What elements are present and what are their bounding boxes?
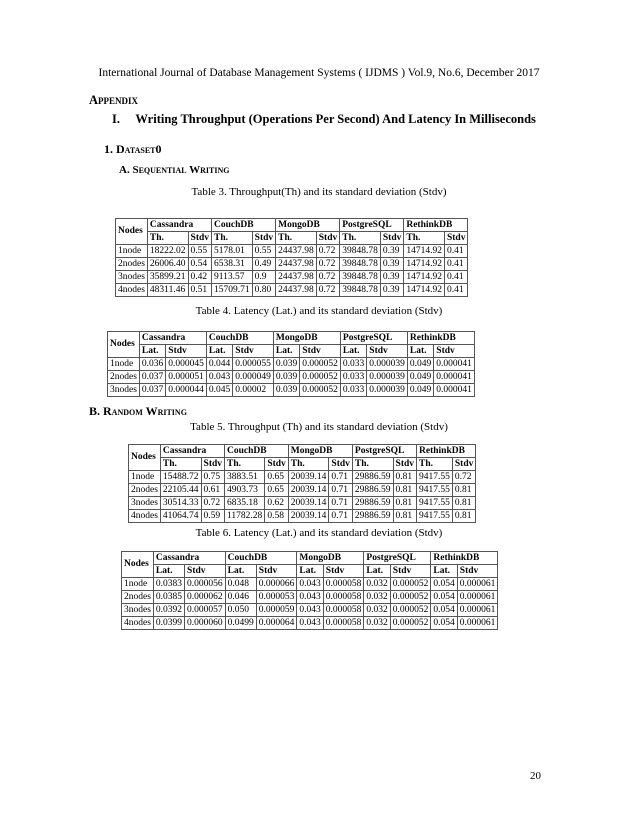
metric-header: Lat. (364, 565, 390, 578)
table3-caption: Table 3. Throughput(Th) and its standard deviation (Stdv) (191, 186, 447, 198)
table-cell: 0.049 (407, 371, 433, 384)
table-cell: 0.80 (252, 284, 275, 297)
table-cell: 29886.59 (352, 471, 393, 484)
table-cell: 0.9 (252, 271, 275, 284)
table-cell: 39848.78 (340, 271, 381, 284)
table-cell: 24437.98 (276, 258, 317, 271)
table-cell: 0.037 (139, 371, 165, 384)
stdv-header: Stdv (166, 345, 207, 358)
table-cell: 15709.71 (212, 284, 253, 297)
table-cell: 9417.55 (417, 497, 453, 510)
metric-header: Th. (352, 458, 393, 471)
db-header: CouchDB (206, 332, 273, 345)
section-number: I. (112, 112, 120, 126)
metric-header: Lat. (407, 345, 433, 358)
table-cell: 0.41 (444, 258, 467, 271)
table-cell: 15488.72 (160, 471, 201, 484)
table-cell: 18222.02 (147, 245, 188, 258)
table-cell: 0.000061 (457, 617, 498, 630)
stdv-header: Stdv (380, 232, 403, 245)
table-cell: 0.000062 (185, 591, 226, 604)
table-cell: 0.043 (297, 604, 323, 617)
stdv-header: Stdv (329, 458, 352, 471)
table-cell: 0.75 (201, 471, 224, 484)
db-header: CouchDB (225, 552, 297, 565)
sequential-letter: A. (119, 164, 130, 176)
db-header: RethinkDB (417, 445, 476, 458)
table-cell: 24437.98 (276, 271, 317, 284)
table-cell: 0.033 (340, 384, 366, 397)
table-cell: 0.000053 (256, 591, 297, 604)
table-cell: 0.039 (273, 384, 299, 397)
table-cell: 0.55 (252, 245, 275, 258)
metric-header: Lat. (297, 565, 323, 578)
table-cell: 0.000066 (256, 578, 297, 591)
db-header: PostgreSQL (352, 445, 416, 458)
table-cell: 24437.98 (276, 245, 317, 258)
db-header: PostgreSQL (364, 552, 431, 565)
table-cell: 0.045 (206, 384, 232, 397)
table-cell: 29886.59 (352, 497, 393, 510)
table-cell: 0.000064 (256, 617, 297, 630)
stdv-header: Stdv (201, 458, 224, 471)
table-cell: 14714.92 (404, 258, 445, 271)
table6 (121, 551, 498, 630)
db-header: MongoDB (273, 332, 340, 345)
table-cell: 0.000049 (233, 371, 274, 384)
table-cell: 39848.78 (340, 284, 381, 297)
table-cell: 20039.14 (288, 484, 329, 497)
table-cell: 3883.51 (225, 471, 265, 484)
table-cell: 0.65 (265, 484, 288, 497)
table-cell: 0.0385 (153, 591, 184, 604)
table-cell: 0.032 (364, 578, 390, 591)
stdv-header: Stdv (316, 232, 339, 245)
db-header: Cassandra (147, 219, 211, 232)
table-cell: 0.036 (139, 358, 165, 371)
row-label: 1node (129, 471, 161, 484)
table-cell: 0.39 (380, 245, 403, 258)
table-cell: 0.71 (329, 510, 352, 523)
random-name: Random Writing (103, 404, 187, 418)
db-header: MongoDB (297, 552, 364, 565)
table-cell: 0.0392 (153, 604, 184, 617)
subheader-row (108, 345, 475, 358)
table-row (108, 371, 475, 384)
db-header: CouchDB (212, 219, 276, 232)
stdv-header: Stdv (452, 458, 475, 471)
metric-header: Th. (225, 458, 265, 471)
row-label: 1node (116, 245, 148, 258)
row-label: 2nodes (129, 484, 161, 497)
stdv-header: Stdv (390, 565, 431, 578)
table-cell: 0.0499 (225, 617, 256, 630)
metric-header: Th. (288, 458, 329, 471)
stdv-header: Stdv (265, 458, 288, 471)
table-cell: 0.043 (206, 371, 232, 384)
table-cell: 0.41 (444, 245, 467, 258)
nodes-header: Nodes (122, 552, 154, 578)
table-row (108, 358, 475, 371)
row-label: 3nodes (108, 384, 140, 397)
table-cell: 39848.78 (340, 245, 381, 258)
row-label: 4nodes (116, 284, 148, 297)
table-row (129, 497, 476, 510)
table-cell: 24437.98 (276, 284, 317, 297)
table-cell: 0.054 (431, 591, 457, 604)
nodes-header: Nodes (129, 445, 161, 471)
table-cell: 30514.33 (160, 497, 201, 510)
header-row (116, 219, 468, 232)
table-cell: 0.000057 (185, 604, 226, 617)
table-cell: 0.039 (273, 371, 299, 384)
table-cell: 0.039 (273, 358, 299, 371)
table-cell: 9417.55 (417, 484, 453, 497)
table-cell: 0.000039 (367, 358, 408, 371)
table-cell: 9417.55 (417, 471, 453, 484)
stdv-header: Stdv (434, 345, 475, 358)
row-label: 1node (122, 578, 154, 591)
table-cell: 0.049 (407, 358, 433, 371)
table-cell: 0.000055 (233, 358, 274, 371)
table-cell: 0.000060 (185, 617, 226, 630)
db-header: PostgreSQL (340, 332, 407, 345)
table-cell: 0.000051 (166, 371, 207, 384)
table-cell: 9417.55 (417, 510, 453, 523)
table-row (116, 284, 468, 297)
table-cell: 0.032 (364, 617, 390, 630)
db-header: PostgreSQL (340, 219, 404, 232)
table-cell: 14714.92 (404, 271, 445, 284)
table-cell: 0.42 (188, 271, 211, 284)
nodes-header: Nodes (116, 219, 148, 245)
table4-caption: Table 4. Latency (Lat.) and its standard deviation (Stdv) (195, 305, 443, 317)
metric-header: Th. (147, 232, 188, 245)
metric-header: Th. (212, 232, 253, 245)
stdv-header: Stdv (233, 345, 274, 358)
table-cell: 0.55 (188, 245, 211, 258)
table-cell: 6538.31 (212, 258, 253, 271)
table-cell: 0.000052 (300, 358, 341, 371)
metric-header: Lat. (139, 345, 165, 358)
table-cell: 0.000039 (367, 384, 408, 397)
table-cell: 0.81 (393, 471, 416, 484)
stdv-header: Stdv (252, 232, 275, 245)
table-cell: 48311.46 (147, 284, 188, 297)
row-label: 4nodes (129, 510, 161, 523)
subheader-row (129, 458, 476, 471)
table-cell: 0.62 (265, 497, 288, 510)
table-cell: 0.000058 (323, 617, 364, 630)
table-cell: 0.39 (380, 271, 403, 284)
section-heading (112, 112, 536, 127)
table-row (116, 258, 468, 271)
running-header: International Journal of Database Management Systems ( IJDMS ) Vol.9, No.6, December 2017 (98, 67, 540, 79)
table-cell: 0.41 (444, 271, 467, 284)
table3 (115, 218, 468, 297)
table-cell: 0.000041 (434, 384, 475, 397)
table-cell: 22105.44 (160, 484, 201, 497)
stdv-header: Stdv (300, 345, 341, 358)
table-cell: 0.043 (297, 591, 323, 604)
db-header: RethinkDB (407, 332, 474, 345)
subheader-row (116, 232, 468, 245)
table-cell: 0.043 (297, 578, 323, 591)
table-cell: 20039.14 (288, 471, 329, 484)
db-header: RethinkDB (431, 552, 498, 565)
table-cell: 0.000061 (457, 604, 498, 617)
table-cell: 0.0399 (153, 617, 184, 630)
table-cell: 0.000045 (166, 358, 207, 371)
table-cell: 0.72 (316, 271, 339, 284)
table-row (116, 245, 468, 258)
table-cell: 0.000052 (390, 604, 431, 617)
table-cell: 0.032 (364, 604, 390, 617)
metric-header: Th. (276, 232, 317, 245)
table-cell: 0.39 (380, 284, 403, 297)
table-cell: 0.000058 (323, 578, 364, 591)
table4 (107, 331, 475, 397)
table-cell: 0.81 (452, 484, 475, 497)
db-header: CouchDB (225, 445, 289, 458)
table-cell: 0.71 (329, 497, 352, 510)
stdv-header: Stdv (367, 345, 408, 358)
table-cell: 20039.14 (288, 510, 329, 523)
table-cell: 0.000061 (457, 591, 498, 604)
table-cell: 0.72 (316, 284, 339, 297)
table-cell: 0.61 (201, 484, 224, 497)
row-label: 3nodes (116, 271, 148, 284)
metric-header: Lat. (273, 345, 299, 358)
table-cell: 0.033 (340, 358, 366, 371)
table-cell: 0.72 (316, 258, 339, 271)
table-cell: 0.050 (225, 604, 256, 617)
stdv-header: Stdv (323, 565, 364, 578)
table-cell: 0.81 (452, 510, 475, 523)
table-row (129, 484, 476, 497)
table-cell: 0.033 (340, 371, 366, 384)
metric-header: Lat. (206, 345, 232, 358)
table-cell: 0.032 (364, 591, 390, 604)
metric-header: Th. (160, 458, 201, 471)
table-cell: 0.72 (316, 245, 339, 258)
table-cell: 0.72 (201, 497, 224, 510)
table-cell: 11782.28 (225, 510, 265, 523)
table-cell: 29886.59 (352, 510, 393, 523)
table-cell: 0.000058 (323, 604, 364, 617)
row-label: 3nodes (129, 497, 161, 510)
table-cell: 0.000059 (256, 604, 297, 617)
row-label: 2nodes (116, 258, 148, 271)
table5 (128, 444, 476, 523)
table-cell: 0.51 (188, 284, 211, 297)
stdv-header: Stdv (444, 232, 467, 245)
random-letter: B. (89, 404, 101, 418)
table-cell: 35899.21 (147, 271, 188, 284)
table-cell: 0.054 (431, 604, 457, 617)
page-number: 20 (530, 770, 541, 782)
nodes-header: Nodes (108, 332, 140, 358)
table-cell: 0.81 (393, 497, 416, 510)
row-label: 2nodes (108, 371, 140, 384)
stdv-header: Stdv (393, 458, 416, 471)
table-cell: 0.54 (188, 258, 211, 271)
table-cell: 20039.14 (288, 497, 329, 510)
table-cell: 9113.57 (212, 271, 253, 284)
table-cell: 0.39 (380, 258, 403, 271)
table-row (108, 384, 475, 397)
row-label: 2nodes (122, 591, 154, 604)
metric-header: Lat. (431, 565, 457, 578)
table-cell: 0.41 (444, 284, 467, 297)
metric-header: Th. (417, 458, 453, 471)
table-cell: 0.044 (206, 358, 232, 371)
table-cell: 0.59 (201, 510, 224, 523)
table-cell: 0.000041 (434, 358, 475, 371)
subheader-row (122, 565, 498, 578)
table-cell: 0.000058 (323, 591, 364, 604)
table-cell: 0.81 (393, 510, 416, 523)
table-cell: 0.000052 (390, 617, 431, 630)
table-row (122, 604, 498, 617)
db-header: Cassandra (139, 332, 206, 345)
table-row (116, 271, 468, 284)
table-cell: 0.000052 (390, 578, 431, 591)
table-row (129, 471, 476, 484)
table-row (122, 591, 498, 604)
table-cell: 0.000041 (434, 371, 475, 384)
table-cell: 0.049 (407, 384, 433, 397)
table-cell: 0.048 (225, 578, 256, 591)
table-cell: 0.000052 (300, 384, 341, 397)
table-row (122, 617, 498, 630)
dataset-name: Dataset0 (116, 142, 162, 156)
dataset-heading (104, 142, 162, 157)
stdv-header: Stdv (185, 565, 226, 578)
table-cell: 14714.92 (404, 245, 445, 258)
table-cell: 0.000052 (390, 591, 431, 604)
table-cell: 0.046 (225, 591, 256, 604)
table-row (122, 578, 498, 591)
metric-header: Th. (404, 232, 445, 245)
table5-caption: Table 5. Throughput (Th) and its standard deviation (Stdv) (190, 421, 448, 433)
table-cell: 26006.40 (147, 258, 188, 271)
stdv-header: Stdv (256, 565, 297, 578)
db-header: RethinkDB (404, 219, 468, 232)
metric-header: Th. (340, 232, 381, 245)
table-cell: 6835.18 (225, 497, 265, 510)
table-cell: 14714.92 (404, 284, 445, 297)
stdv-header: Stdv (457, 565, 498, 578)
table-cell: 0.81 (393, 484, 416, 497)
table-cell: 0.72 (452, 471, 475, 484)
header-row (129, 445, 476, 458)
section-title: Writing Throughput (Operations Per Second) And Latency In Milliseconds (135, 112, 536, 126)
table-row (129, 510, 476, 523)
row-label: 1node (108, 358, 140, 371)
stdv-header: Stdv (188, 232, 211, 245)
metric-header: Lat. (225, 565, 256, 578)
table-cell: 0.00002 (233, 384, 274, 397)
db-header: MongoDB (288, 445, 352, 458)
header-row (122, 552, 498, 565)
appendix-heading: Appendix (89, 93, 139, 107)
row-label: 4nodes (122, 617, 154, 630)
table6-caption: Table 6. Latency (Lat.) and its standard deviation (Stdv) (195, 527, 443, 539)
db-header: Cassandra (160, 445, 224, 458)
table-cell: 0.65 (265, 471, 288, 484)
dataset-number: 1. (104, 142, 113, 156)
metric-header: Lat. (153, 565, 184, 578)
sequential-name: Sequential Writing (132, 164, 230, 176)
table-cell: 0.000061 (457, 578, 498, 591)
table-cell: 0.000052 (300, 371, 341, 384)
table-cell: 0.000044 (166, 384, 207, 397)
table-cell: 0.71 (329, 484, 352, 497)
table-cell: 0.043 (297, 617, 323, 630)
table-cell: 5178.01 (212, 245, 253, 258)
sequential-heading (119, 164, 229, 176)
table-cell: 0.49 (252, 258, 275, 271)
table-cell: 41064.74 (160, 510, 201, 523)
table-cell: 0.000039 (367, 371, 408, 384)
row-label: 3nodes (122, 604, 154, 617)
table-cell: 0.037 (139, 384, 165, 397)
table-cell: 0.81 (452, 497, 475, 510)
random-heading (89, 404, 187, 419)
table-cell: 29886.59 (352, 484, 393, 497)
db-header: Cassandra (153, 552, 225, 565)
table-cell: 0.054 (431, 617, 457, 630)
table-cell: 0.054 (431, 578, 457, 591)
db-header: MongoDB (276, 219, 340, 232)
table-cell: 4903.73 (225, 484, 265, 497)
table-cell: 39848.78 (340, 258, 381, 271)
header-row (108, 332, 475, 345)
table-cell: 0.0383 (153, 578, 184, 591)
metric-header: Lat. (340, 345, 366, 358)
table-cell: 0.71 (329, 471, 352, 484)
table-cell: 0.58 (265, 510, 288, 523)
table-cell: 0.000056 (185, 578, 226, 591)
